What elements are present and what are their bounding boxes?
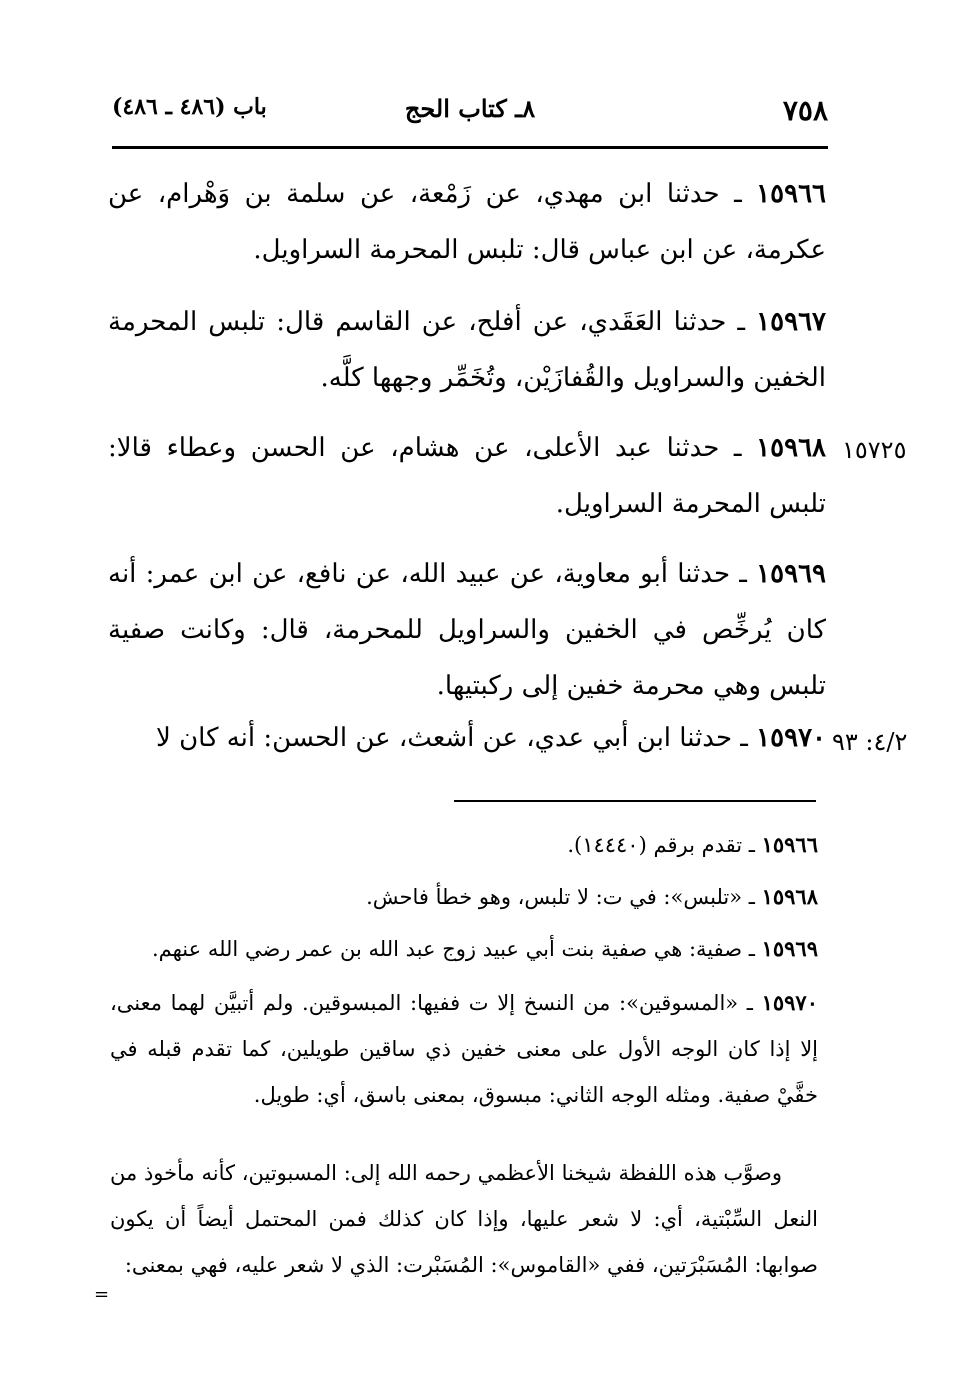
footnote-number: ١٥٩٦٦: [761, 832, 818, 857]
page-number: ٧٥٨: [782, 94, 828, 127]
footnote-continuation: [110, 1150, 818, 1288]
hadith-text: ـ حدثنا ابن مهدي، عن زَمْعة، عن سلمة بن وَهْرام، عن عكرمة، عن ابن عباس قال: تلبس المحرمة السراويل.: [108, 179, 826, 265]
footnote: [110, 926, 818, 972]
footnote: [110, 980, 818, 1118]
hadith-text: ـ حدثنا عبد الأعلى، عن هشام، عن الحسن وعطاء قالا: تلبس المحرمة السراويل.: [108, 433, 826, 519]
footnote-text: ـ «المسوقين»: من النسخ إلا ت ففيها: المبسوقين. ولم أتبيَّن لهما معنى، إلا إذا كان الوجه الأول على معنى خفين ذي ساقين طويلين، كما تقدم قبله في خفَّيْ صفية. ومثله الوجه الثاني: مبسوق، بمعنى باسق، أي: طويل.: [110, 991, 818, 1107]
hadith-number: ١٥٩٦٦: [756, 179, 826, 209]
bab-range: باب (٤٨٦ ـ ٤٨٦): [112, 94, 267, 120]
hadith-number: ١٥٩٦٨: [756, 433, 826, 463]
footnote-number: ١٥٩٦٨: [761, 884, 818, 909]
hadith-text: ـ حدثنا أبو معاوية، عن عبيد الله، عن نافع، عن ابن عمر: أنه كان يُرخِّص في الخفين والسراويل للمحرمة، قال: وكانت صفية تلبس وهي محرمة خفين إلى ركبتيها.: [108, 559, 826, 701]
footnote-number: ١٥٩٦٩: [761, 936, 818, 961]
header-rule: [112, 146, 828, 149]
hadith-entry: [108, 420, 826, 532]
footnote-separator: [454, 800, 816, 802]
hadith-text: ـ حدثنا العَقَدي، عن أفلح، عن القاسم قال: تلبس المحرمة الخفين والسراويل والقُفازَيْن، وتُخَمِّر وجهها كلَّه.: [108, 307, 826, 393]
hadith-entry: [108, 166, 826, 278]
footnote-text: وصوَّب هذه اللفظة شيخنا الأعظمي رحمه الله إلى: المسبوتين، كأنه مأخوذ من النعل السِّبْتية، أي: لا شعر عليها، وإذا كان كذلك فمن المحتمل أيضاً أن يكون صوابها: المُسَبْرَتين، ففي «القاموس»: المُسَبْرت: الذي لا شعر عليه، فهي بمعنى:: [110, 1161, 818, 1277]
margin-reference: ٤/٢: ٩٣: [832, 728, 908, 756]
footnote-number: ١٥٩٧٠: [761, 990, 818, 1015]
footnote: [110, 874, 818, 920]
hadith-entry: [108, 294, 826, 406]
footnote-text: ـ تقدم برقم (١٤٤٤٠).: [567, 833, 762, 857]
footnote-text: ـ «تلبس»: في ت: لا تلبس، وهو خطأ فاحش.: [366, 885, 762, 909]
hadith-entry: [108, 710, 826, 766]
hadith-text: ـ حدثنا ابن أبي عدي، عن أشعث، عن الحسن: أنه كان لا: [155, 723, 757, 753]
hadith-number: ١٥٩٧٠: [756, 723, 826, 753]
hadith-entry: [108, 546, 826, 714]
continuation-mark: =: [94, 1284, 110, 1305]
footnote: [110, 822, 818, 868]
hadith-number: ١٥٩٦٧: [756, 307, 826, 337]
footnote-text: ـ صفية: هي صفية بنت أبي عبيد زوج عبد الله بن عمر رضي الله عنهم.: [151, 937, 762, 961]
chapter-title: ٨ـ كتاب الحج: [404, 94, 536, 123]
page-header: [112, 90, 828, 130]
margin-reference: ١٥٧٢٥: [842, 436, 907, 464]
hadith-number: ١٥٩٦٩: [756, 559, 826, 589]
